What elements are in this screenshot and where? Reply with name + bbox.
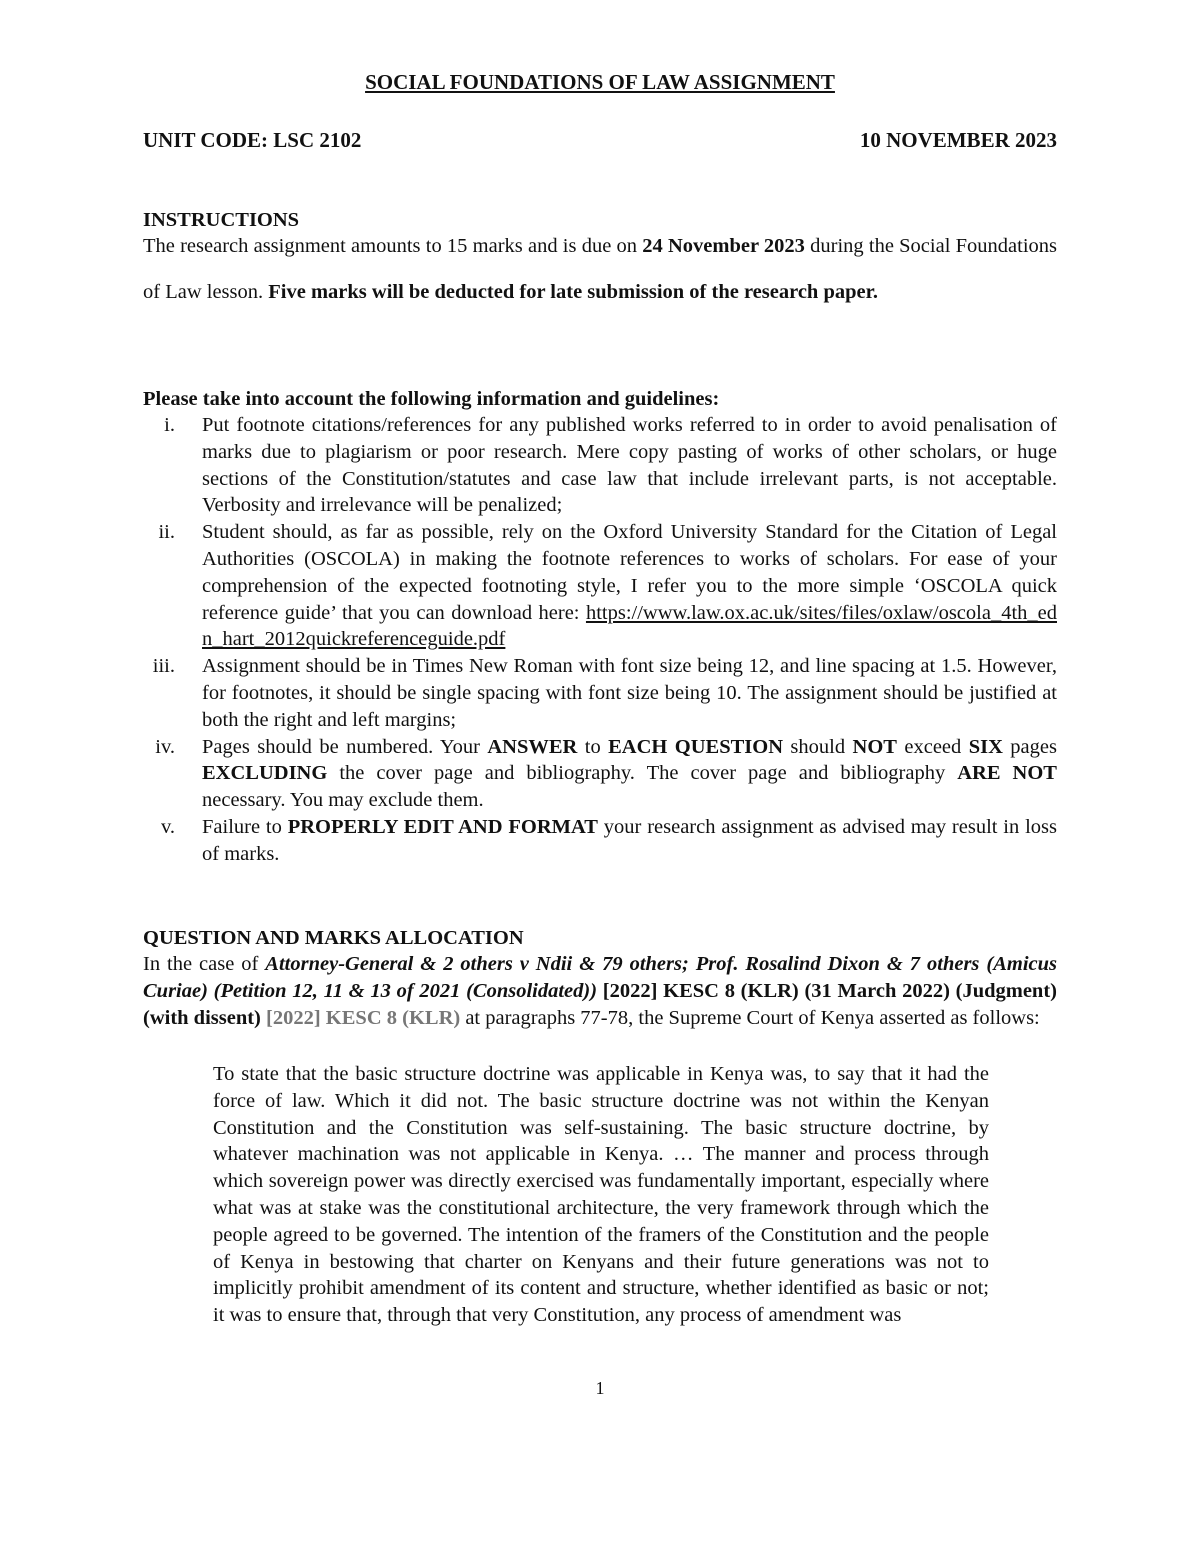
instructions-text-part: during the Social Foundations of Law lesson. [143, 235, 1057, 303]
case-citation: [2022] KESC 8 (KLR) (31 March 2022) (Judgment) (with dissent) [143, 979, 1057, 1029]
guideline-item [143, 734, 1057, 814]
guideline-emphasis: SIX [968, 735, 1003, 758]
guideline-text: pages [1002, 735, 1057, 758]
guideline-emphasis: ANSWER [487, 735, 578, 758]
guideline-emphasis: NOT [852, 735, 897, 758]
guideline-emphasis: ARE NOT [957, 762, 1057, 785]
unit-code: UNIT CODE: LSC 2102 [143, 128, 362, 152]
question-section [143, 925, 1057, 1031]
guidelines-section [143, 386, 1057, 868]
guideline-text: to [577, 735, 609, 758]
due-date: 24 November 2023 [642, 235, 805, 257]
guideline-text: exceed [896, 735, 969, 758]
unit-line [143, 128, 1057, 153]
guideline-text: should [783, 735, 853, 758]
instructions-section [143, 207, 1057, 315]
guideline-number: iii. [152, 655, 175, 678]
guidelines-list [143, 412, 1057, 868]
question-text-part: In the case of [143, 953, 266, 975]
guideline-text: Assignment should be in Times New Roman with font size being 12, and line spacing at 1.5. However, for footnotes, it should be single spacing with font size being 10. The assignment should be justified at both the right and left margins; [202, 655, 1057, 731]
guideline-text: Pages should be numbered. Your [202, 735, 488, 758]
guideline-text: necessary. You may exclude them. [202, 789, 484, 812]
page-number: 1 [595, 1378, 605, 1398]
guideline-text: Failure to [202, 815, 288, 838]
guideline-text: the cover page and bibliography. The cover page and bibliography [327, 762, 958, 785]
guideline-item [143, 653, 1057, 733]
guideline-item [143, 412, 1057, 519]
question-text-part: at paragraphs 77-78, the Supreme Court of Kenya asserted as follows: [460, 1006, 1040, 1029]
case-name: Attorney-General & 2 others v Ndii & 79 others; Prof. Rosalind Dixon & 7 others (Amicus Curiae) (Petition 12, 11 & 13 of 2021 (Consolidated)) [143, 953, 1057, 1002]
guideline-number: iv. [155, 735, 175, 758]
late-penalty-notice: Five marks will be deducted for late submission of the research paper. [268, 281, 878, 303]
guidelines-heading: Please take into account the following information and guidelines: [143, 388, 720, 410]
oscola-guide-link[interactable]: https://www.law.ox.ac.uk/sites/files/oxlaw/oscola_4th_edn_hart_2012quickreferenceguide.pdf [202, 601, 1057, 651]
guideline-item [143, 519, 1057, 653]
instructions-text [143, 223, 1057, 315]
guideline-number: i. [164, 414, 175, 436]
guideline-number: v. [160, 815, 175, 838]
guideline-text: your research assignment as advised may result in loss of marks. [202, 815, 1057, 865]
assignment-date: 10 NOVEMBER 2023 [859, 128, 1057, 152]
guideline-emphasis: PROPERLY EDIT AND FORMAT [287, 815, 598, 838]
guideline-item [143, 814, 1057, 868]
document-title: SOCIAL FOUNDATIONS OF LAW ASSIGNMENT [365, 70, 835, 94]
guideline-emphasis: EACH QUESTION [608, 735, 783, 758]
guideline-text: Put footnote citations/references for any published works referred to in order to avoid penalisation of marks due to plagiarism or poor research. Mere copy pasting of works of other scholars, or huge sections of the Constitution/statutes and case law that include irrelevant parts, is not acceptable. Verbosity and irrelevance will be penalized; [202, 414, 1057, 517]
instructions-heading: INSTRUCTIONS [143, 209, 300, 231]
case-citation-link: [2022] KESC 8 (KLR) [266, 1006, 461, 1029]
question-text [143, 951, 1057, 1031]
guideline-emphasis: EXCLUDING [202, 762, 328, 785]
question-heading: QUESTION AND MARKS ALLOCATION [143, 927, 524, 949]
guideline-text: Student should, as far as possible, rely on the Oxford University Standard for the Citation of Legal Authorities (OSCOLA) in making the footnote references to works of scholars. For ease of your comprehension of the expected footnoting style, I refer you to the more simple ‘OSCOLA quick reference guide’ that you can download here: [202, 521, 1057, 624]
instructions-text-part: The research assignment amounts to 15 marks and is due on [143, 235, 643, 257]
court-quote: To state that the basic structure doctrine was applicable in Kenya was, to say that it had the force of law. Which it did not. The basic structure doctrine was not within the Kenyan Constitution and the Constitution was self-sustaining. The basic structure doctrine, by whatever machination was not applicable in Kenya. … The manner and process through which sovereign power was directly exercised was fundamentally important, especially where what was at stake was the constitutional architecture, the very framework through which the people agreed to be governed. The intention of the framers of the Constitution and the people of Kenya in bestowing that charter on Kenyans and their future generations was not to implicitly prohibit amendment of its content and structure, whether identified as basic or not; it was to ensure that, through that very Constitution, any process of amendment was [213, 1063, 989, 1327]
guideline-number: ii. [158, 521, 175, 544]
